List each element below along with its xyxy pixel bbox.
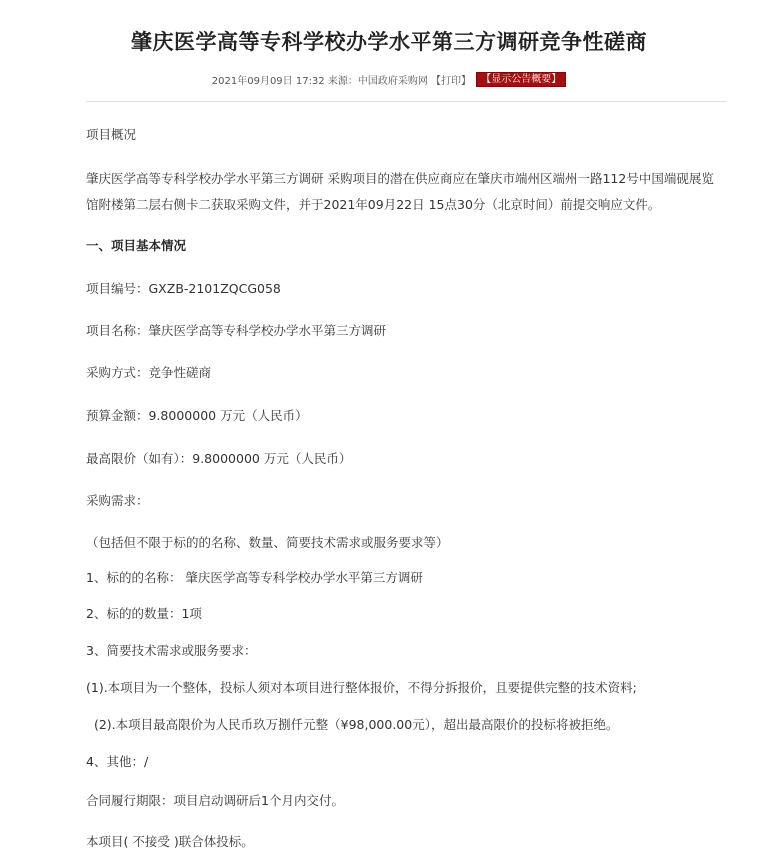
article-source: 来源：中国政府采购网: [327, 76, 428, 87]
demand-heading: 采购需求：: [86, 493, 149, 508]
demand-item-3-2: (2).本项目最高限价为人民币玖万捌仟元整（¥98,000.00元），超出最高限价的投标将被拒绝。: [86, 717, 619, 732]
procurement-method: 采购方式：竞争性磋商: [86, 365, 212, 380]
header-divider: [86, 101, 727, 102]
overview-heading: 项目概况: [86, 127, 137, 142]
consortium-note: 本项目( 不接受 )联合体投标。: [86, 834, 254, 849]
demand-item-3-1: (1).本项目为一个整体，投标人须对本项目进行整体报价，不得分拆报价，且要提供完整的技术资料;: [86, 680, 637, 695]
budget-amount: 预算金额：9.8000000 万元（人民币）: [86, 408, 308, 423]
project-number: 项目编号：GXZB-2101ZQCG058: [86, 281, 281, 296]
contract-period: 合同履行期限：项目启动调研后1个月内交付。: [86, 793, 344, 808]
demand-item-2: 2、标的的数量：1项: [86, 606, 202, 621]
overview-text: 肇庆医学高等专科学校办学水平第三方调研 采购项目的潜在供应商应在肇庆市端州区端州一路112号中国端砚展览馆附楼第二层右侧卡二获取采购文件，并于2021年09月22日 15点30分（北京时间）前提交响应文件。: [86, 171, 714, 212]
section1-heading: 一、项目基本情况: [86, 238, 187, 253]
show-summary-button[interactable]: 【显示公告概要】: [476, 72, 566, 87]
print-link[interactable]: 【打印】: [431, 76, 472, 87]
demand-note: （包括但不限于标的的名称、数量、简要技术需求或服务要求等）: [86, 535, 449, 550]
project-name: 项目名称：肇庆医学高等专科学校办学水平第三方调研: [86, 323, 387, 338]
demand-item-4: 4、其他：/: [86, 754, 149, 769]
max-price: 最高限价（如有）：9.8000000 万元（人民币）: [86, 451, 352, 466]
publish-datetime: 2021年09月09日 17:32: [211, 76, 325, 87]
page-title: 肇庆医学高等专科学校办学水平第三方调研竞争性磋商: [131, 30, 647, 54]
demand-item-1: 1、标的的名称： 肇庆医学高等专科学校办学水平第三方调研: [86, 570, 423, 585]
demand-item-3: 3、简要技术需求或服务要求：: [86, 643, 257, 658]
article-meta: [0, 72, 778, 87]
